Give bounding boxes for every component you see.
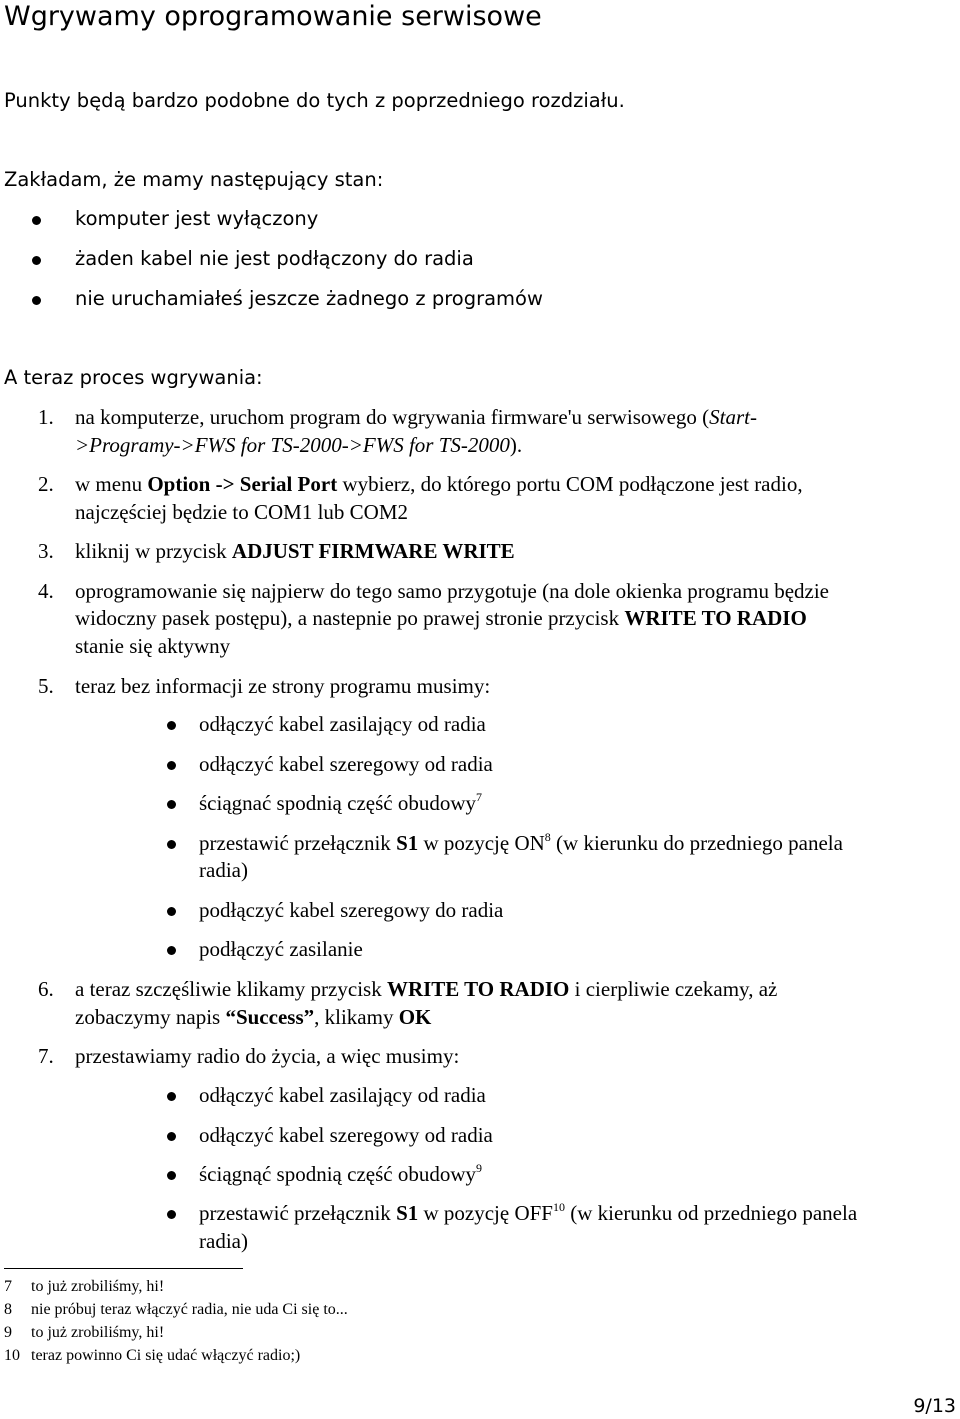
list-item-continuation: radia)	[199, 1229, 248, 1253]
bullet-icon	[167, 721, 176, 730]
list-item: przestawić przełącznik S1 w pozycję OFF$^{10}$ (w kierunku od przedniego panela	[199, 1199, 857, 1227]
step-6-line-2: zobaczymy napis “Success”, klikamy OK	[75, 1005, 432, 1029]
step-number: 7.	[38, 1044, 54, 1068]
step-number: 2.	[38, 472, 54, 496]
list-item: nie uruchamiałeś jeszcze żadnego z programów	[75, 286, 543, 312]
list-item: żaden kabel nie jest podłączony do radia	[75, 246, 474, 272]
bullet-icon	[167, 1171, 176, 1180]
list-item: podłączyć zasilanie	[199, 935, 363, 963]
step-4-line-2: widoczny pasek postępu), a nastepnie po prawej stronie przycisk WRITE TO RADIO	[75, 606, 807, 630]
step-number: 5.	[38, 674, 54, 698]
page-title: Wgrywamy oprogramowanie serwisowe	[4, 1, 542, 32]
bullet-icon	[167, 1092, 176, 1101]
list-item-continuation: radia)	[199, 858, 248, 882]
bullet-icon	[32, 216, 41, 225]
bullet-icon	[167, 1132, 176, 1141]
footnote-ref: 7	[476, 790, 482, 804]
list-item: odłączyć kabel zasilający od radia	[199, 1081, 486, 1109]
bullet-icon	[167, 946, 176, 955]
footnote-separator	[4, 1268, 243, 1269]
intro-paragraph: Punkty będą bardzo podobne do tych z poprzedniego rozdziału.	[4, 89, 625, 112]
process-intro: A teraz proces wgrywania:	[4, 366, 263, 389]
list-item: ściągnać spodnią część obudowy$^7$	[199, 789, 482, 817]
list-item: komputer jest wyłączony	[75, 206, 318, 232]
bullet-icon	[167, 1210, 176, 1219]
footnote-ref: 9	[476, 1161, 482, 1175]
step-number: 6.	[38, 977, 54, 1001]
footnote-ref: 8	[544, 830, 551, 844]
step-number: 3.	[38, 539, 54, 563]
list-item: przestawić przełącznik S1 w pozycję $ON^8$ (w kierunku do przedniego panela	[199, 829, 843, 857]
list-item: odłączyć kabel szeregowy od radia	[199, 750, 493, 778]
bullet-icon	[167, 907, 176, 916]
list-item: podłączyć kabel szeregowy do radia	[199, 896, 503, 924]
list-item: odłączyć kabel szeregowy od radia	[199, 1121, 493, 1149]
step-number: 4.	[38, 579, 54, 603]
step-2-line-2: najczęściej będzie to COM1 lub COM2	[75, 500, 409, 524]
bullet-icon	[32, 296, 41, 305]
bullet-icon	[167, 840, 176, 849]
list-item: odłączyć kabel zasilający od radia	[199, 710, 486, 738]
step-number: 1.	[38, 405, 54, 429]
list-item: ściągnąć spodnią część obudowy$^9$	[199, 1160, 482, 1188]
page-number: 9/13	[913, 1395, 956, 1417]
bullet-icon	[32, 256, 41, 265]
step-1-line-2: >Programy->FWS for TS-2000->FWS for TS-2000).	[75, 433, 523, 457]
state-intro: Zakładam, że mamy następujący stan:	[4, 168, 384, 191]
step-4-line-3: stanie się aktywny	[75, 634, 231, 658]
footnote-ref: 10	[553, 1200, 565, 1214]
bullet-icon	[167, 761, 176, 770]
bullet-icon	[167, 800, 176, 809]
